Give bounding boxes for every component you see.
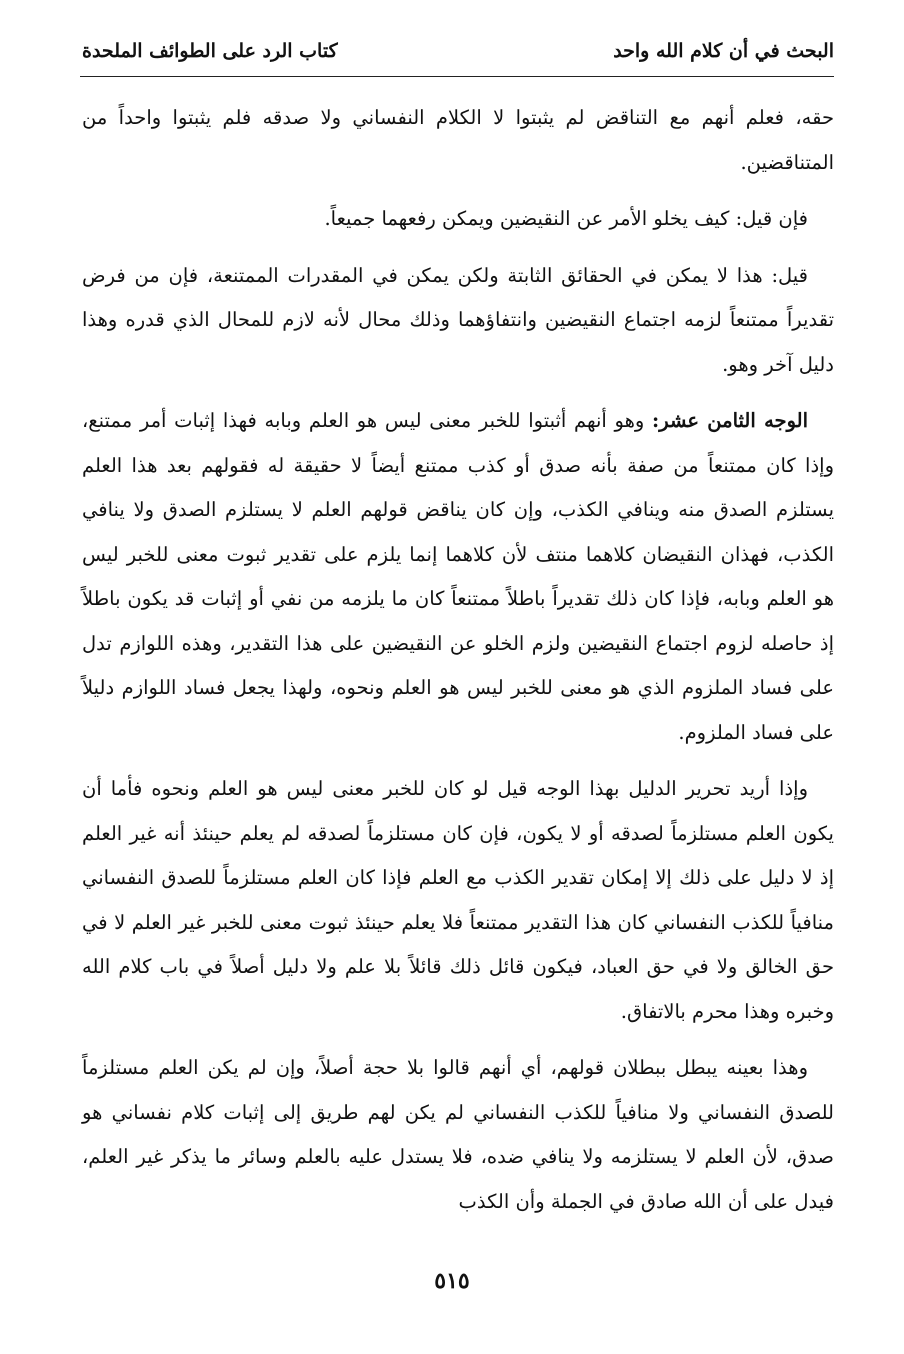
paragraph xyxy=(82,1046,834,1224)
paragraph xyxy=(82,96,834,185)
paragraph-text: وإذا أريد تحرير الدليل بهذا الوجه قيل لو كان للخبر معنى ليس هو العلم ونحوه فأما أن يكون العلم مستلزماً لصدقه أو لا يكون، فإن كان مستلزماً لصدقه لم يعلم حينئذ أنه غير العلم إذ لا دليل على ذلك إلا إمكان تقدير الكذب مع العلم فإذا كان العلم مستلزماً للصدق النفساني منافياً للكذب النفساني كان هذا التقدير ممتنعاً فلا يعلم حينئذ ثبوت معنى للخبر غير العلم لا في حق الخالق ولا في حق العباد، فيكون قائل ذلك قائلاً بلا علم ولا دليل أصلاً في باب كلام الله وخبره وهذا محرم بالاتفاق. xyxy=(82,777,834,1023)
header-divider xyxy=(80,76,834,77)
paragraph-text: وهذا بعينه يبطل ببطلان قولهم، أي أنهم قالوا بلا حجة أصلاً، وإن لم يكن العلم مستلزماً للصدق النفساني ولا منافياً للكذب النفساني لم يكن لهم طريق إلى إثبات كلام نفساني هو صدق، لأن العلم لا يستلزمه ولا ينافي ضده، فلا يستدل عليه بالعلم وسائر ما يذكر غير العلم، فيدل على أن الله صادق في الجملة وأن الكذب xyxy=(82,1056,834,1213)
running-header-book: كتاب الرد على الطوائف الملحدة xyxy=(82,40,338,62)
paragraph-text: وهو أنهم أثبتوا للخبر معنى ليس هو العلم وبابه فهذا إثبات أمر ممتنع، وإذا كان ممتنعاً من صفة بأنه صدق أو كذب ممتنع أيضاً لا حقيقة له فقولهم بعد هذا العلم يستلزم الصدق منه وينافي الكذب، وإن كان يناقض قولهم العلم لا يستلزم الصدق ولا ينافي الكذب، فهذان النقيضان كلاهما منتف لأن كلاهما إنما يلزم على تقدير ثبوت معنى للخبر ليس هو العلم وبابه، فإذا كان ذلك تقديراً باطلاً ممتنعاً كان ما يلزمه من نفي أو إثبات قد يكون باطلاً إذ حاصله لزوم اجتماع النقيضين ولزم الخلو عن النقيضين على هذا التقدير، وهذه اللوازم تدل على فساد الملزوم الذي هو معنى للخبر ليس هو العلم ونحوه، ولهذا يجعل فساد اللوازم دليلاً على فساد الملزوم. xyxy=(82,409,834,744)
paragraph xyxy=(82,767,834,1034)
paragraph-text: قيل: هذا لا يمكن في الحقائق الثابتة ولكن يمكن في المقدرات الممتنعة، فإن من فرض تقديراً ممتنعاً لزمه اجتماع النقيضين وانتفاؤهما وذلك محال لأنه لازم للمحال الذي قدره وهذا دليل آخر وهو. xyxy=(82,263,834,376)
page-number: ٥١٥ xyxy=(434,1268,470,1294)
paragraph-text: فإن قيل: كيف يخلو الأمر عن النقيضين ويمكن رفعهما جميعاً. xyxy=(324,207,808,230)
page-body xyxy=(82,96,834,1236)
paragraph-text: حقه، فعلم أنهم مع التناقض لم يثبتوا لا الكلام النفساني ولا صدقه فلم يثبتوا واحداً من المتناقضين. xyxy=(82,106,834,174)
paragraph xyxy=(82,254,834,388)
running-header-chapter: البحث في أن كلام الله واحد xyxy=(613,40,834,62)
paragraph xyxy=(82,197,834,242)
section-heading: الوجه الثامن عشر: xyxy=(652,409,809,432)
paragraph xyxy=(82,399,834,755)
